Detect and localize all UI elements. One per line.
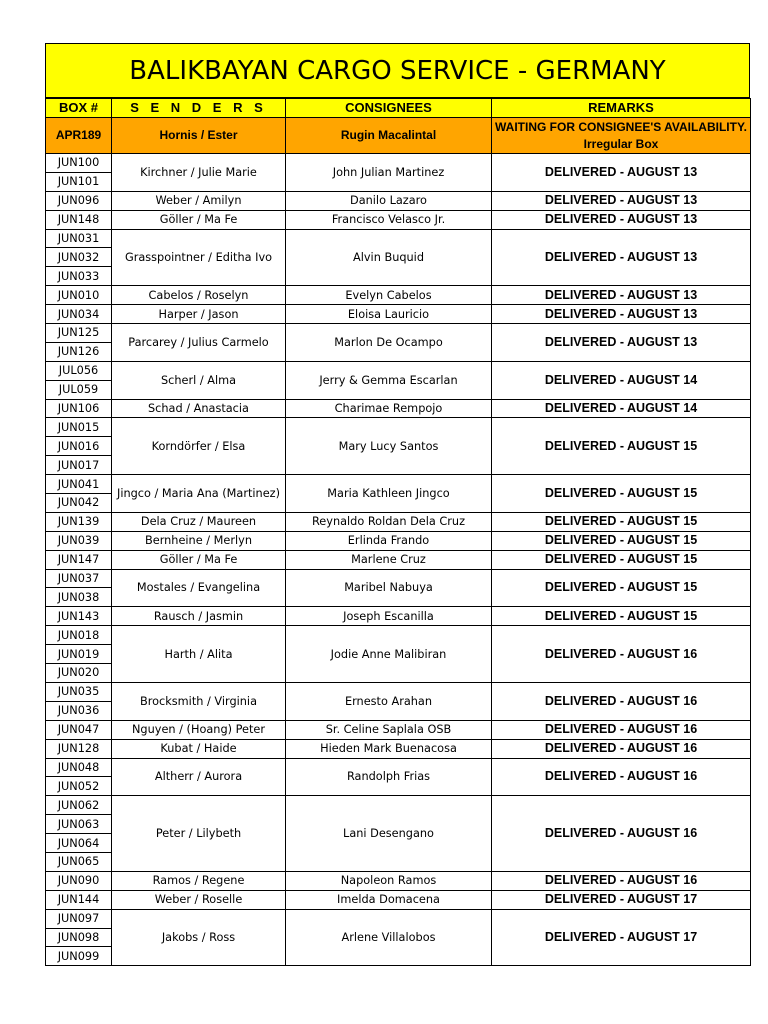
consignee-cell: Napoleon Ramos [286,871,492,890]
document-title: BALIKBAYAN CARGO SERVICE - GERMANY [45,43,750,98]
header-remarks: REMARKS [492,99,751,118]
box-number-cell: JUN016 [46,437,112,456]
box-number-cell: JUN037 [46,569,112,588]
remarks-cell: DELIVERED - AUGUST 15 [492,512,751,531]
table-row [46,607,751,626]
remarks-cell: DELIVERED - AUGUST 15 [492,475,751,513]
box-number-cell: JUN101 [46,172,112,191]
sender-cell: Nguyen / (Hoang) Peter [112,720,286,739]
remarks-cell: DELIVERED - AUGUST 15 [492,531,751,550]
consignee-cell: Arlene Villalobos [286,909,492,966]
table-row [46,118,751,154]
sender-cell: Weber / Roselle [112,890,286,909]
sender-cell: Harth / Alita [112,626,286,683]
box-number-cell: JUN047 [46,720,112,739]
remarks-cell: WAITING FOR CONSIGNEE'S AVAILABILITY. Irregular Box [492,118,751,154]
table-row [46,210,751,229]
box-number-cell: JUN144 [46,890,112,909]
remarks-cell: DELIVERED - AUGUST 16 [492,871,751,890]
box-number-cell: JUN019 [46,645,112,664]
remarks-cell: DELIVERED - AUGUST 13 [492,191,751,210]
remarks-cell: DELIVERED - AUGUST 15 [492,418,751,475]
table-row [46,626,751,645]
remarks-cell: DELIVERED - AUGUST 14 [492,361,751,399]
consignee-cell: Marlene Cruz [286,550,492,569]
sender-cell: Brocksmith / Virginia [112,682,286,720]
box-number-cell: JUL056 [46,361,112,380]
box-number-cell: JUN010 [46,286,112,305]
header-senders: S E N D E R S [112,99,286,118]
consignee-cell: Mary Lucy Santos [286,418,492,475]
shipment-table [45,98,751,966]
table-row [46,154,751,173]
sender-cell: Scherl / Alma [112,361,286,399]
consignee-cell: Eloisa Lauricio [286,305,492,324]
box-number-cell: JUN038 [46,588,112,607]
box-number-cell: JUN125 [46,324,112,343]
sender-cell: Weber / Amilyn [112,191,286,210]
remarks-cell: DELIVERED - AUGUST 16 [492,720,751,739]
sender-cell: Parcarey / Julius Carmelo [112,324,286,362]
box-number-cell: JUN097 [46,909,112,928]
sender-cell: Schad / Anastacia [112,399,286,418]
consignee-cell: Charimae Rempojo [286,399,492,418]
consignee-cell: Randolph Frias [286,758,492,796]
remarks-cell: DELIVERED - AUGUST 16 [492,796,751,872]
table-row [46,229,751,248]
sender-cell: Altherr / Aurora [112,758,286,796]
box-number-cell: JUL059 [46,380,112,399]
box-number-cell: JUN033 [46,267,112,286]
consignee-cell: Ernesto Arahan [286,682,492,720]
sender-cell: Cabelos / Roselyn [112,286,286,305]
sender-cell: Kubat / Haide [112,739,286,758]
consignee-cell: Imelda Domacena [286,890,492,909]
sender-cell: Kirchner / Julie Marie [112,154,286,192]
box-number-cell: JUN100 [46,154,112,173]
remarks-cell: DELIVERED - AUGUST 16 [492,758,751,796]
table-row [46,286,751,305]
consignee-cell: Reynaldo Roldan Dela Cruz [286,512,492,531]
remarks-cell: DELIVERED - AUGUST 16 [492,682,751,720]
consignee-cell: Jerry & Gemma Escarlan [286,361,492,399]
box-number-cell: JUN035 [46,682,112,701]
box-number-cell: JUN147 [46,550,112,569]
box-number-cell: JUN148 [46,210,112,229]
consignee-cell: Lani Desengano [286,796,492,872]
consignee-cell: Francisco Velasco Jr. [286,210,492,229]
sender-cell: Mostales / Evangelina [112,569,286,607]
table-row [46,796,751,815]
table-row [46,475,751,494]
box-number-cell: JUN106 [46,399,112,418]
table-row [46,399,751,418]
sender-cell: Jingco / Maria Ana (Martinez) [112,475,286,513]
remarks-cell: DELIVERED - AUGUST 17 [492,890,751,909]
sender-cell: Rausch / Jasmin [112,607,286,626]
remarks-cell: DELIVERED - AUGUST 13 [492,305,751,324]
table-row [46,909,751,928]
table-row [46,682,751,701]
box-number-cell: JUN126 [46,342,112,361]
table-row [46,418,751,437]
consignee-cell: Marlon De Ocampo [286,324,492,362]
consignee-cell: Erlinda Frando [286,531,492,550]
shipment-sheet [45,43,750,966]
box-number-cell: JUN052 [46,777,112,796]
box-number-cell: JUN096 [46,191,112,210]
consignee-cell: Evelyn Cabelos [286,286,492,305]
box-number-cell: JUN015 [46,418,112,437]
consignee-cell: Maribel Nabuya [286,569,492,607]
sender-cell: Korndörfer / Elsa [112,418,286,475]
table-row [46,890,751,909]
sender-cell: Göller / Ma Fe [112,210,286,229]
table-row [46,305,751,324]
remarks-cell: DELIVERED - AUGUST 13 [492,229,751,286]
remarks-cell: DELIVERED - AUGUST 17 [492,909,751,966]
box-number-cell: JUN020 [46,664,112,683]
box-number-cell: JUN090 [46,871,112,890]
table-row [46,871,751,890]
remarks-cell: DELIVERED - AUGUST 15 [492,550,751,569]
remarks-cell: DELIVERED - AUGUST 13 [492,154,751,192]
box-number-cell: JUN031 [46,229,112,248]
box-number-cell: JUN064 [46,834,112,853]
table-body [46,118,751,966]
table-row [46,550,751,569]
table-row [46,569,751,588]
header-consignees: CONSIGNEES [286,99,492,118]
box-number-cell: JUN143 [46,607,112,626]
sender-cell: Bernheine / Merlyn [112,531,286,550]
table-row [46,531,751,550]
table-row [46,191,751,210]
consignee-cell: Hieden Mark Buenacosa [286,739,492,758]
box-number-cell: JUN034 [46,305,112,324]
table-row [46,361,751,380]
box-number-cell: JUN018 [46,626,112,645]
remarks-cell: DELIVERED - AUGUST 13 [492,286,751,305]
box-number-cell: JUN098 [46,928,112,947]
consignee-cell: Danilo Lazaro [286,191,492,210]
table-row [46,739,751,758]
consignee-cell: Joseph Escanilla [286,607,492,626]
sender-cell: Grasspointner / Editha Ivo [112,229,286,286]
box-number-cell: JUN036 [46,701,112,720]
sender-cell: Göller / Ma Fe [112,550,286,569]
box-number-cell: JUN065 [46,852,112,871]
box-number-cell: JUN041 [46,475,112,494]
box-number-cell: JUN063 [46,815,112,834]
table-row [46,324,751,343]
consignee-cell: John Julian Martinez [286,154,492,192]
box-number-cell: JUN039 [46,531,112,550]
header-row [46,99,751,118]
box-number-cell: JUN042 [46,494,112,513]
sender-cell: Peter / Lilybeth [112,796,286,872]
box-number-cell: JUN048 [46,758,112,777]
remarks-cell: DELIVERED - AUGUST 16 [492,739,751,758]
box-number-cell: APR189 [46,118,112,154]
box-number-cell: JUN099 [46,947,112,966]
sender-cell: Dela Cruz / Maureen [112,512,286,531]
sender-cell: Harper / Jason [112,305,286,324]
header-box: BOX # [46,99,112,118]
consignee-cell: Maria Kathleen Jingco [286,475,492,513]
box-number-cell: JUN062 [46,796,112,815]
remarks-cell: DELIVERED - AUGUST 13 [492,324,751,362]
sender-cell: Hornis / Ester [112,118,286,154]
box-number-cell: JUN139 [46,512,112,531]
box-number-cell: JUN128 [46,739,112,758]
table-row [46,512,751,531]
consignee-cell: Rugin Macalintal [286,118,492,154]
remarks-cell: DELIVERED - AUGUST 16 [492,626,751,683]
sender-cell: Jakobs / Ross [112,909,286,966]
box-number-cell: JUN017 [46,456,112,475]
remarks-cell: DELIVERED - AUGUST 14 [492,399,751,418]
box-number-cell: JUN032 [46,248,112,267]
consignee-cell: Alvin Buquid [286,229,492,286]
remarks-cell: DELIVERED - AUGUST 15 [492,607,751,626]
sender-cell: Ramos / Regene [112,871,286,890]
remarks-cell: DELIVERED - AUGUST 13 [492,210,751,229]
table-row [46,720,751,739]
table-row [46,758,751,777]
consignee-cell: Sr. Celine Saplala OSB [286,720,492,739]
remarks-cell: DELIVERED - AUGUST 15 [492,569,751,607]
consignee-cell: Jodie Anne Malibiran [286,626,492,683]
